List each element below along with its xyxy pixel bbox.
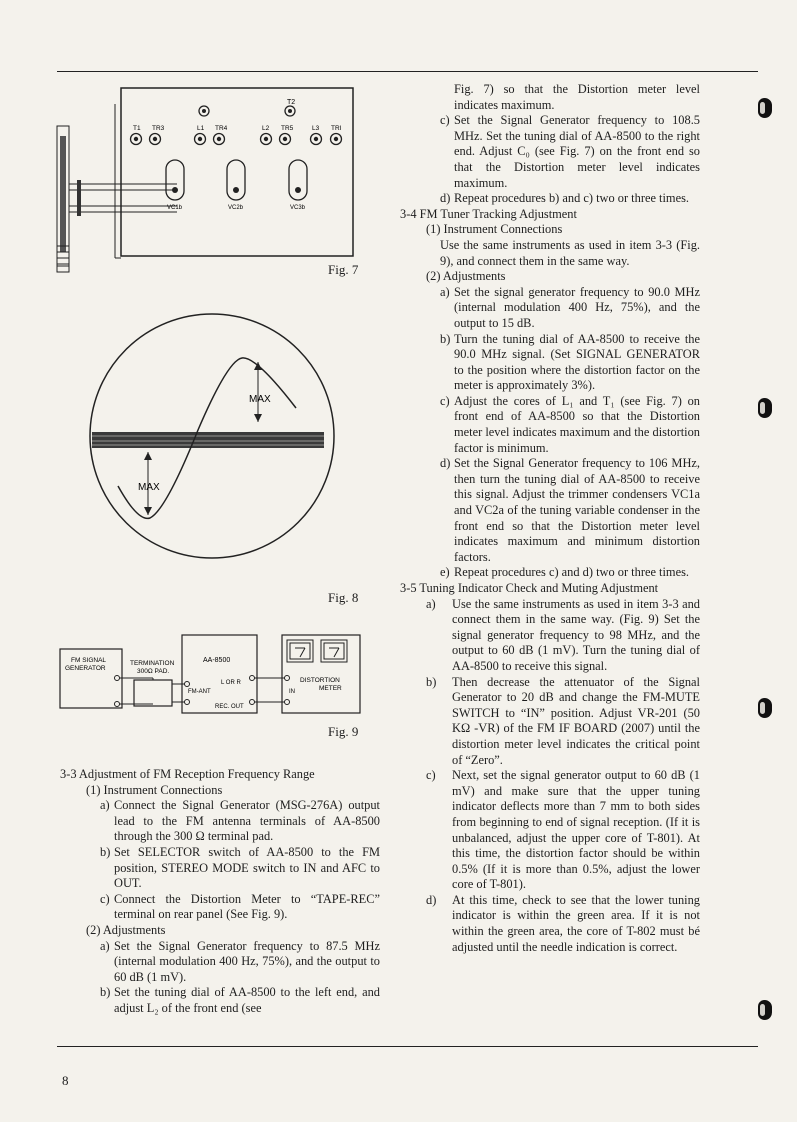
- s35-step-d: d) At this time, check to see that the lower tuning indicator is within the green area. If it is not within the green area, the core of T-802 must bé adjusted until the needle indication is correct.: [426, 892, 700, 954]
- fig9-recout: REC. OUT: [215, 704, 244, 710]
- fig7-coil-tr4: TR4: [215, 125, 228, 132]
- s33-step-1c: c) Connect the Distortion Meter to “TAPE-REC” terminal on rear panel (See Fig. 9).: [100, 891, 380, 922]
- s33-step-2c: c) Set the Signal Generator frequency to 108.5 MHz. Set the tuning dial of AA-8500 to the right end. Adjust C₀ (see Fig. 7) on the front end so that the Distortion meter level indicates maximum.: [440, 113, 700, 190]
- binder-hole-icon: [758, 398, 772, 418]
- fig8-max-top: MAX: [249, 394, 271, 405]
- fig7-t2-label: T2: [287, 99, 296, 106]
- top-rule: [57, 71, 758, 72]
- fig7-coil-tr3: TR3: [152, 125, 165, 132]
- binder-hole-icon: [758, 1000, 772, 1020]
- fig9-dist-line2: METER: [319, 685, 342, 692]
- fig9-gen-line1: FM SIGNAL: [71, 657, 107, 664]
- fig9-lr: L OR R: [221, 680, 241, 686]
- fig8-max-bottom: MAX: [138, 482, 160, 493]
- fig7-coil-l1: L1: [197, 125, 205, 132]
- fig7-coil-tr5: TR5: [281, 125, 294, 132]
- fig9-fmant: FM-ANT: [188, 689, 211, 695]
- fig7-vc3b: VC3b: [290, 205, 306, 211]
- s34-step-b: b) Turn the tuning dial of AA-8500 to receive the 90.0 MHz signal. (Set SIGNAL GENERATOR to the position where the distortion factor on the meter is approximately 3%).: [440, 331, 700, 393]
- s33-adjustments: (2) Adjustments: [86, 922, 166, 937]
- fig9-aa: AA-8500: [203, 657, 231, 664]
- fig7-diagram: [55, 86, 375, 276]
- s33-instrument-connections: (1) Instrument Connections: [86, 782, 223, 797]
- s34-step-d: d) Set the Signal Generator frequency to 106 MHz, then turn the tuning dial of AA-8500 to receive this signal. Adjust the trimmer condensers VC1a and VC2a of the tuning variable condenser in the front end so that the Distortion meter level indicates maximum and minimum distortion factors.: [440, 456, 700, 564]
- section-3-4-heading: 3-4 FM Tuner Tracking Adjustment: [400, 206, 577, 221]
- section-3-5-heading: 3-5 Tuning Indicator Check and Muting Adjustment: [400, 581, 659, 595]
- s34-connections-body: Use the same instruments as used in item 3-3 (Fig. 9), and connect them in the same way.: [440, 237, 700, 268]
- fig9-gen-line2: GENERATOR: [65, 665, 106, 672]
- left-column: [60, 767, 380, 1017]
- s33-step-2b: b) Set the tuning dial of AA-8500 to the left end, and adjust L₂ of the front end (see: [100, 985, 380, 1015]
- s34-instrument-connections: (1) Instrument Connections: [426, 222, 563, 237]
- fig8-diagram: [88, 310, 338, 570]
- right-column: [400, 82, 700, 955]
- fig9-diagram: [57, 632, 375, 722]
- bottom-rule: [57, 1046, 758, 1047]
- fig7-coil-t1: T1: [133, 125, 141, 132]
- s33-step-2d: d) Repeat procedures b) and c) two or three times.: [440, 191, 689, 206]
- s33-step-2a: a) Set the Signal Generator frequency to 87.5 MHz (internal modulation 400 Hz, 75%), and the output to 60 dB (1 mV).: [100, 938, 380, 984]
- fig9-in: IN: [289, 689, 295, 695]
- fig7-vc1b: VC1b: [167, 205, 183, 211]
- s35-step-b: b) Then decrease the attenuator of the Signal Generator to 20 dB and change the FM-MUTE SWITCH to “IN” position. Adjust VR-201 (50 KΩ -VR) of the FM IF BOARD (2007) until the distortion meter level indicates the critical point of “Zero”.: [426, 674, 700, 767]
- fig7-coil-l2: L2: [262, 125, 270, 132]
- s35-step-c: c) Next, set the signal generator output to 60 dB (1 mV) and make sure that the upper tuning indicator deflects more than 7 mm to both sides from beginning to end of signal reception. (If it is unbalanced, adjust the upper core of T-801). At this time, the distortion factor should be within 0.5% (If it is more than 0.5%, adjust the lower core of T-801).: [426, 768, 700, 892]
- fig9-dist-line1: DISTORTION: [300, 677, 340, 684]
- s33-step-2b-cont: Fig. 7) so that the Distortion meter level indicates maximum.: [454, 82, 700, 112]
- fig7-vc2b: VC2b: [228, 205, 244, 211]
- fig7-label: Fig. 7: [328, 262, 359, 277]
- binder-hole-icon: [758, 98, 772, 118]
- fig9-term-line1: TERMINATION: [130, 660, 175, 667]
- s33-step-1b: b) Set SELECTOR switch of AA-8500 to the FM position, STEREO MODE switch to IN and AFC to OUT.: [100, 844, 380, 891]
- s35-step-a: a) Use the same instruments as used in item 3-3 and connect them in the same way. (Fig. 9) Set the signal generator frequency to 98 MHz, and the output to 60 dB (1 mV). Turn the tuning dial of AA-8500 to receive this signal.: [426, 596, 700, 673]
- fig8-label: Fig. 8: [328, 590, 359, 605]
- section-3-3-heading: 3-3 Adjustment of FM Reception Frequency Range: [60, 767, 315, 781]
- s34-step-c: c) Adjust the cores of L₁ and T₁ (see Fig. 7) on front end of AA-8500 so that the Distortion meter level indicates maximum and the distortion factor is minimum.: [440, 393, 700, 455]
- fig9-term-line2: 300Ω PAD.: [137, 668, 170, 675]
- binder-hole-icon: [758, 698, 772, 718]
- s34-step-a: a) Set the signal generator frequency to 90.0 MHz (internal modulation 400 Hz, 75%), and the output to 15 dB.: [440, 284, 700, 330]
- fig7-coil-tri: TRI: [331, 125, 342, 132]
- s34-adjustments: (2) Adjustments: [426, 269, 506, 284]
- fig9-label: Fig. 9: [328, 724, 359, 739]
- fig7-coil-l3: L3: [312, 125, 320, 132]
- s33-step-1a: a) Connect the Signal Generator (MSG-276A) output lead to the FM antenna terminals of AA-8500 through the 300 Ω terminal pad.: [100, 798, 380, 844]
- s34-step-e: e) Repeat procedures c) and d) two or three times.: [440, 565, 689, 580]
- page-number: 8: [62, 1073, 69, 1088]
